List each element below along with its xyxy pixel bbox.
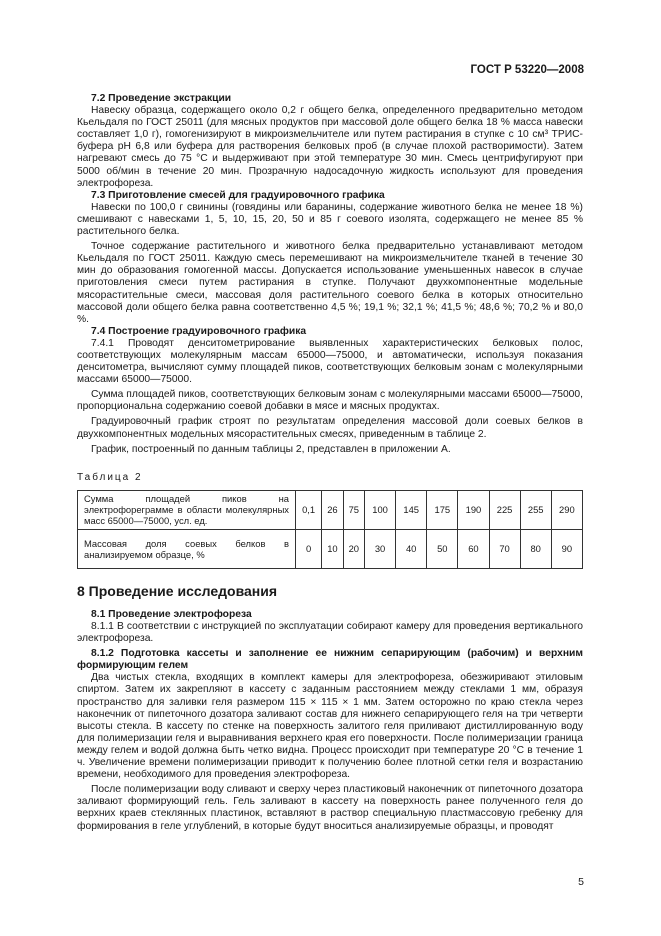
table-cell: 75	[343, 490, 364, 529]
standard-header: ГОСТ Р 53220—2008	[470, 64, 584, 76]
section-8-1-heading: 8.1 Проведение электрофореза	[91, 608, 252, 620]
table-row	[78, 529, 583, 568]
section-8-1-2-heading: 8.1.2 Подготовка кассеты и заполнение ее нижним сепарирующим (рабочим) и верхним формирующим гелем	[77, 648, 583, 672]
table-cell: 175	[427, 490, 458, 529]
section-7-2-heading: 7.2 Проведение экстракции	[91, 93, 232, 104]
section-8-1-1-paragraph: 8.1.1 В соответствии с инструкцией по эксплуатации собирают камеру для проведения вертикального электрофореза.	[77, 621, 583, 645]
table-row	[78, 490, 583, 529]
section-7-3-paragraph-2: Точное содержание растительного и животного белка предварительно устанавливают методом Кьельдаля по ГОСТ 25011. Каждую смесь перемешивают на микроизмельчителе тканей в течение 30 мин до образования гомогенной массы. Допускается использование уменьшенных навесок в случае приготовления смеси путем растирания в ступке. Получают двухкомпонентные модельные мясорастительные смеси, массовая доля растительного соевого белка в которых относительно массовой доли общего белка равна соответственно 4,5 %; 19,1 %; 32,1 %; 41,5 %; 48,6 %; 70,2 % и 80,0 %.	[77, 241, 583, 325]
table-cell: 50	[427, 529, 458, 568]
table-cell: 40	[396, 529, 427, 568]
table-cell: 30	[365, 529, 396, 568]
table-cell: 225	[489, 490, 520, 529]
document-body	[77, 93, 583, 833]
table-cell: 60	[458, 529, 489, 568]
section-7-3-paragraph-1: Навески по 100,0 г свинины (говядины или баранины, содержание животного белка не менее 18 %) смешивают с навесками 1, 5, 10, 15, 20, 50 и 85 г соевого изолята, содержащего не менее 85 % растительного белка.	[77, 201, 583, 238]
table-cell: 0,1	[296, 490, 322, 529]
table-cell: 145	[396, 490, 427, 529]
table-cell: 20	[343, 529, 364, 568]
table-cell: 90	[551, 529, 582, 568]
table-cell: 10	[322, 529, 343, 568]
table-cell: 100	[365, 490, 396, 529]
section-8-1-2-paragraph-1: Два чистых стекла, входящих в комплект камеры для электрофореза, обезжиривают этиловым спиртом. Затем их закрепляют в кассету с заданным расстоянием между стеклами 1 мм, образуя пространство для заливки геля размером 115 × 115 × 1 мм. Затем осторожно по краю стекла через наконечник от пипеточного дозатора заливают состав для нижнего сепарирующего геля на три четверти высоты стекла. В кассету по стенке на поверхность залитого геля приливают дистиллированную воду для полимеризации геля и выравнивания верхнего края его поверхности. После полимеризации граница между гелем и водой должна быть четко видна. Процесс происходит при температуре 20 °С в течение 1 ч. Увеличение времени полимеризации приводит к получению более плотной сетки геля и возрастанию времени, необходимого для проведения электрофореза.	[77, 672, 583, 781]
section-7-4-paragraph-3: Градуировочный график строят по результатам определения массовой доли соевых белков в двухкомпонентных модельных мясорастительных смесях, приведенным в таблице 2.	[77, 416, 583, 440]
table-cell: 290	[551, 490, 582, 529]
table-cell: 255	[520, 490, 551, 529]
section-7-4-paragraph-2: Сумма площадей пиков, соответствующих белковым зонам с молекулярными массами 65000—75000, пропорциональна содержанию соевой добавки в мясе и мясных продуктах.	[77, 389, 583, 413]
section-8-heading: 8 Проведение исследования	[77, 582, 278, 599]
section-7-2-paragraph: Навеску образца, содержащего около 0,2 г общего белка, определенного предварительно методом Кьельдаля по ГОСТ 25011 (для мясных продуктов при массовой доле общего белка 18 % масса навески составляет 1,0 г), гомогенизируют в микроизмельчителе или путем растирания в ступке с 10 см³ ТРИС-буфера рН 6,8 или буфера для растворения белковых проб (в случае плохой растворимости). Затем нагревают смесь до 75 °С и выдерживают при этой температуре 30 мин. Смесь центрифугируют при 5000 об/мин в течение 20 мин. Прозрачную надосадочную жидкость используют для проведения электрофореза.	[77, 105, 583, 189]
section-7-3-heading: 7.3 Приготовление смесей для градуировочного графика	[91, 189, 385, 201]
calibration-table	[77, 490, 583, 569]
table-cell: 80	[520, 529, 551, 568]
table-caption: Таблица 2	[77, 471, 143, 483]
table-row-label: Сумма площадей пиков на электрофореграмме в области молекулярных масс 65000—75000, усл. ед.	[78, 490, 296, 529]
table-cell: 26	[322, 490, 343, 529]
table-row-label: Массовая доля соевых белков в анализируемом образце, %	[78, 529, 296, 568]
table-cell: 190	[458, 490, 489, 529]
section-7-4-paragraph-4: График, построенный по данным таблицы 2, представлен в приложении А.	[91, 443, 451, 455]
page-number: 5	[578, 876, 584, 888]
table-cell: 70	[489, 529, 520, 568]
section-8-1-2-paragraph-2: После полимеризации воду сливают и сверху через пластиковый наконечник от пипеточного дозатора заливают формирующий гель. Гель заливают в кассету на поверхность ранее полученного геля до верхних краев стеклянных пластинок, вставляют в раствор специальную пластмассовую гребенку для формирования в геле углублений, в которые будут вноситься анализируемые образцы, и проводят	[77, 784, 583, 832]
section-7-4-1-paragraph: 7.4.1 Проводят денситометрирование выявленных характеристических белковых полос, соответствующих молекулярным массам 65000—75000, и автоматически, используя показания денситометра, вычисляют сумму площадей пиков, соответствующих белковым зонам с молекулярными массами 65000—75000.	[77, 337, 583, 386]
table-cell: 0	[296, 529, 322, 568]
section-7-4-heading: 7.4 Построение градуировочного графика	[91, 325, 307, 337]
